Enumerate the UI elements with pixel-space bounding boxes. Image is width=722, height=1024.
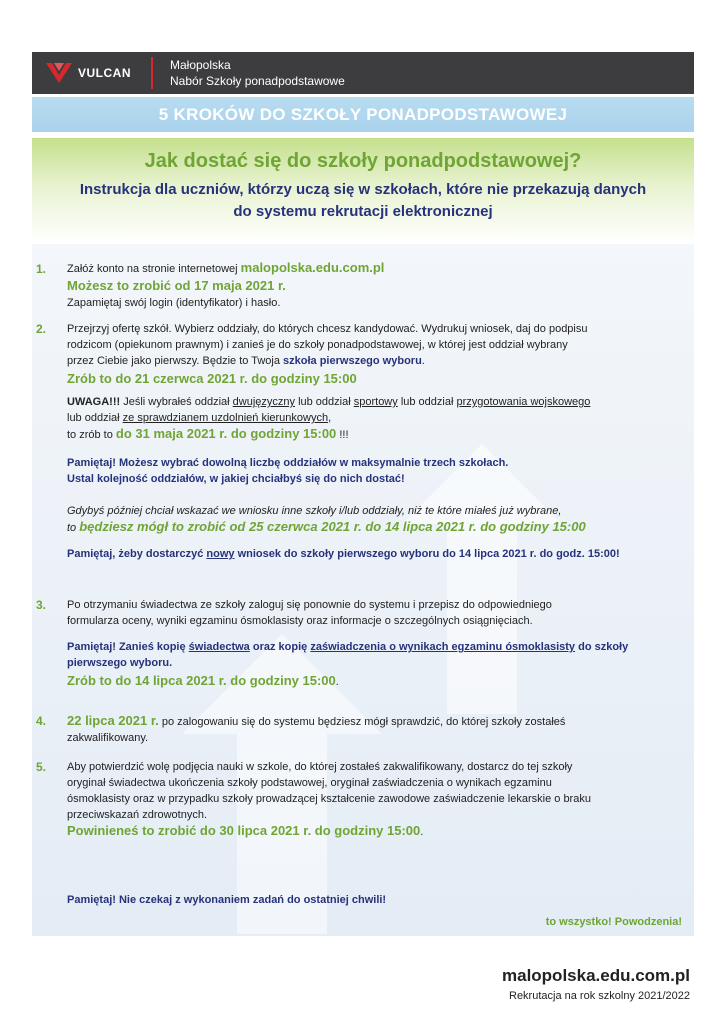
step-text: Jeśli wybrałeś oddział [120, 396, 233, 408]
new-application-reminder [67, 546, 685, 562]
step-date: Możesz to zrobić od 17 maja 2021 r. [67, 278, 286, 293]
header-region: Małopolska [170, 58, 231, 72]
footer-subtitle: Rekrutacja na rok szkolny 2021/2022 [509, 990, 690, 1002]
reminder-text: pierwszego wyboru. [67, 657, 173, 669]
step-text: ósmoklasisty oraz w przypadku szkoły prowadzącej kształcenie zawodowe zaświadczenie lekarskie o braku [67, 793, 591, 805]
step-number: 3. [36, 598, 47, 612]
reminder-block [67, 639, 685, 671]
vulcan-v-icon [44, 61, 74, 85]
step-text: . [420, 826, 424, 838]
military-class: przygotowania wojskowego [456, 396, 591, 408]
website-link[interactable]: malopolska.edu.com.pl [240, 260, 385, 275]
first-choice-school: szkoła pierwszego wyboru [283, 355, 422, 367]
reminder-text: Pamiętaj, żeby dostarczyć [67, 548, 207, 560]
step-number: 2. [36, 322, 47, 336]
step-text: zakwalifikowany. [67, 732, 149, 744]
step-number: 1. [36, 262, 47, 276]
reminder-line: Ustal kolejność oddziałów, w jakiej chciałbyś się do nich dostać! [67, 473, 405, 485]
page-title: Jak dostać się do szkoły ponadpodstawowej? [144, 150, 582, 172]
step-text: . [421, 355, 425, 367]
sports-class: sportowy [353, 396, 398, 408]
reminder-text: wniosek do szkoły pierwszego wyboru do 14 lipca 2021 r. do godz. 15:00! [234, 548, 620, 560]
header-subtitle: Nabór Szkoły ponadpodstawowe [170, 74, 345, 88]
step-deadline: Zrób to do 21 czerwca 2021 r. do godziny 15:00 [67, 371, 357, 386]
results-date: 22 lipca 2021 r. [67, 713, 159, 728]
steps-banner-text: 5 KROKÓW DO SZKOŁY PONADPODSTAWOWEJ [158, 105, 568, 124]
subtitle-line-1: Instrukcja dla uczniów, którzy uczą się w szkołach, które nie przekazują danych [79, 181, 647, 198]
step-deadline: Powinieneś to zrobić do 30 lipca 2021 r. do godziny 15:00 [67, 823, 421, 838]
step-text: lub oddział [397, 396, 457, 408]
step-text: formularza oceny, wyniki egzaminu ósmoklasisty oraz informacje o szczególnych osiągnięciach. [67, 615, 533, 627]
step-text: !!! [336, 429, 349, 441]
step-5-body [67, 759, 685, 840]
step-text: , [328, 412, 332, 424]
step-text: po zalogowaniu się do systemu będziesz mógł sprawdzić, do której szkoły zostałeś [158, 716, 566, 728]
step-number: 5. [36, 760, 47, 774]
step-1-body [67, 260, 685, 311]
step-text: rodzicom (opiekunom prawnym) i zanieś je do szkoły ponadpodstawowej, w której jest oddział wybrany [67, 339, 568, 351]
warning-deadline: do 31 maja 2021 r. do godziny 15:00 [115, 426, 337, 441]
step-text: Zapamiętaj swój login (identyfikator) i hasło. [67, 297, 281, 309]
vulcan-logo [44, 60, 154, 86]
footer-website[interactable]: malopolska.edu.com.pl [502, 966, 690, 985]
step-2-body [67, 321, 685, 562]
step-text: lub oddział [295, 396, 354, 408]
step-text: Po otrzymaniu świadectwa ze szkoły zaloguj się ponownie do systemu i przepisz do odpowiedniego [67, 599, 552, 611]
reminder-text: Pamiętaj! Zanieś kopię [67, 641, 189, 653]
reminder-text: oraz kopię [249, 641, 311, 653]
step-text: . [335, 676, 339, 688]
certificate-word: świadectwa [188, 641, 250, 653]
instructions-panel [32, 244, 694, 936]
step-text: przeciwskazań zdrowotnych. [67, 809, 208, 821]
change-block [67, 503, 685, 536]
step-text: Aby potwierdzić wolę podjęcia nauki w szkole, do której zostałeś zakwalifikowany, dostarcz do tej szkoły [67, 761, 573, 773]
reminder-block [67, 455, 685, 487]
good-luck-text: to wszystko! Powodzenia! [545, 916, 682, 928]
step-text: przez Ciebie jako pierwszy. Będzie to Twoja [67, 355, 284, 367]
step-4-body [67, 713, 685, 746]
exam-results-word: zaświadczenia o wynikach egzaminu ósmoklasisty [310, 641, 576, 653]
warning-block [67, 394, 685, 443]
step-deadline: Zrób to do 14 lipca 2021 r. do godziny 15:00 [67, 673, 336, 688]
final-reminder: Pamiętaj! Nie czekaj z wykonaniem zadań do ostatniej chwili! [67, 894, 387, 906]
step-text: Załóż konto na stronie internetowej [67, 263, 241, 275]
header-bar [32, 52, 694, 94]
new-word: nowy [206, 548, 235, 560]
subtitle-line-2: do systemu rekrutacji elektronicznej [233, 203, 493, 220]
change-text: Gdybyś później chciał wskazać we wniosku inne szkoły i/lub oddziały, niż te które miałeś już wybrane, [67, 505, 562, 517]
reminder-text: do szkoły [575, 641, 629, 653]
page-subtitle [32, 179, 694, 223]
header-title [170, 57, 345, 89]
step-text: oryginał świadectwa ukończenia szkoły podstawowej, oryginał zaświadczenia o wynikach egzaminu [67, 777, 552, 789]
step-number: 4. [36, 714, 47, 728]
aptitude-class: ze sprawdzianem uzdolnień kierunkowych [122, 412, 329, 424]
warning-label: UWAGA!!! [67, 396, 121, 408]
step-text: to zrób to [67, 429, 116, 441]
reminder-line: Pamiętaj! Możesz wybrać dowolną liczbę oddziałów w maksymalnie trzech szkołach. [67, 457, 509, 469]
title-block [32, 138, 694, 242]
steps-banner [32, 97, 694, 132]
change-deadline: będziesz mógł to zrobić od 25 czerwca 2021 r. do 14 lipca 2021 r. do godziny 15:00 [79, 519, 586, 534]
step-3-body [67, 597, 685, 690]
step-text: lub oddział [67, 412, 123, 424]
logo-text: VULCAN [78, 66, 131, 80]
step-text: Przejrzyj ofertę szkół. Wybierz oddziały, do których chcesz kandydować. Wydrukuj wniosek, daj do podpisu [67, 323, 588, 335]
bilingual-class: dwujęzyczny [232, 396, 296, 408]
change-text: to [67, 522, 80, 534]
header-separator [151, 57, 153, 89]
